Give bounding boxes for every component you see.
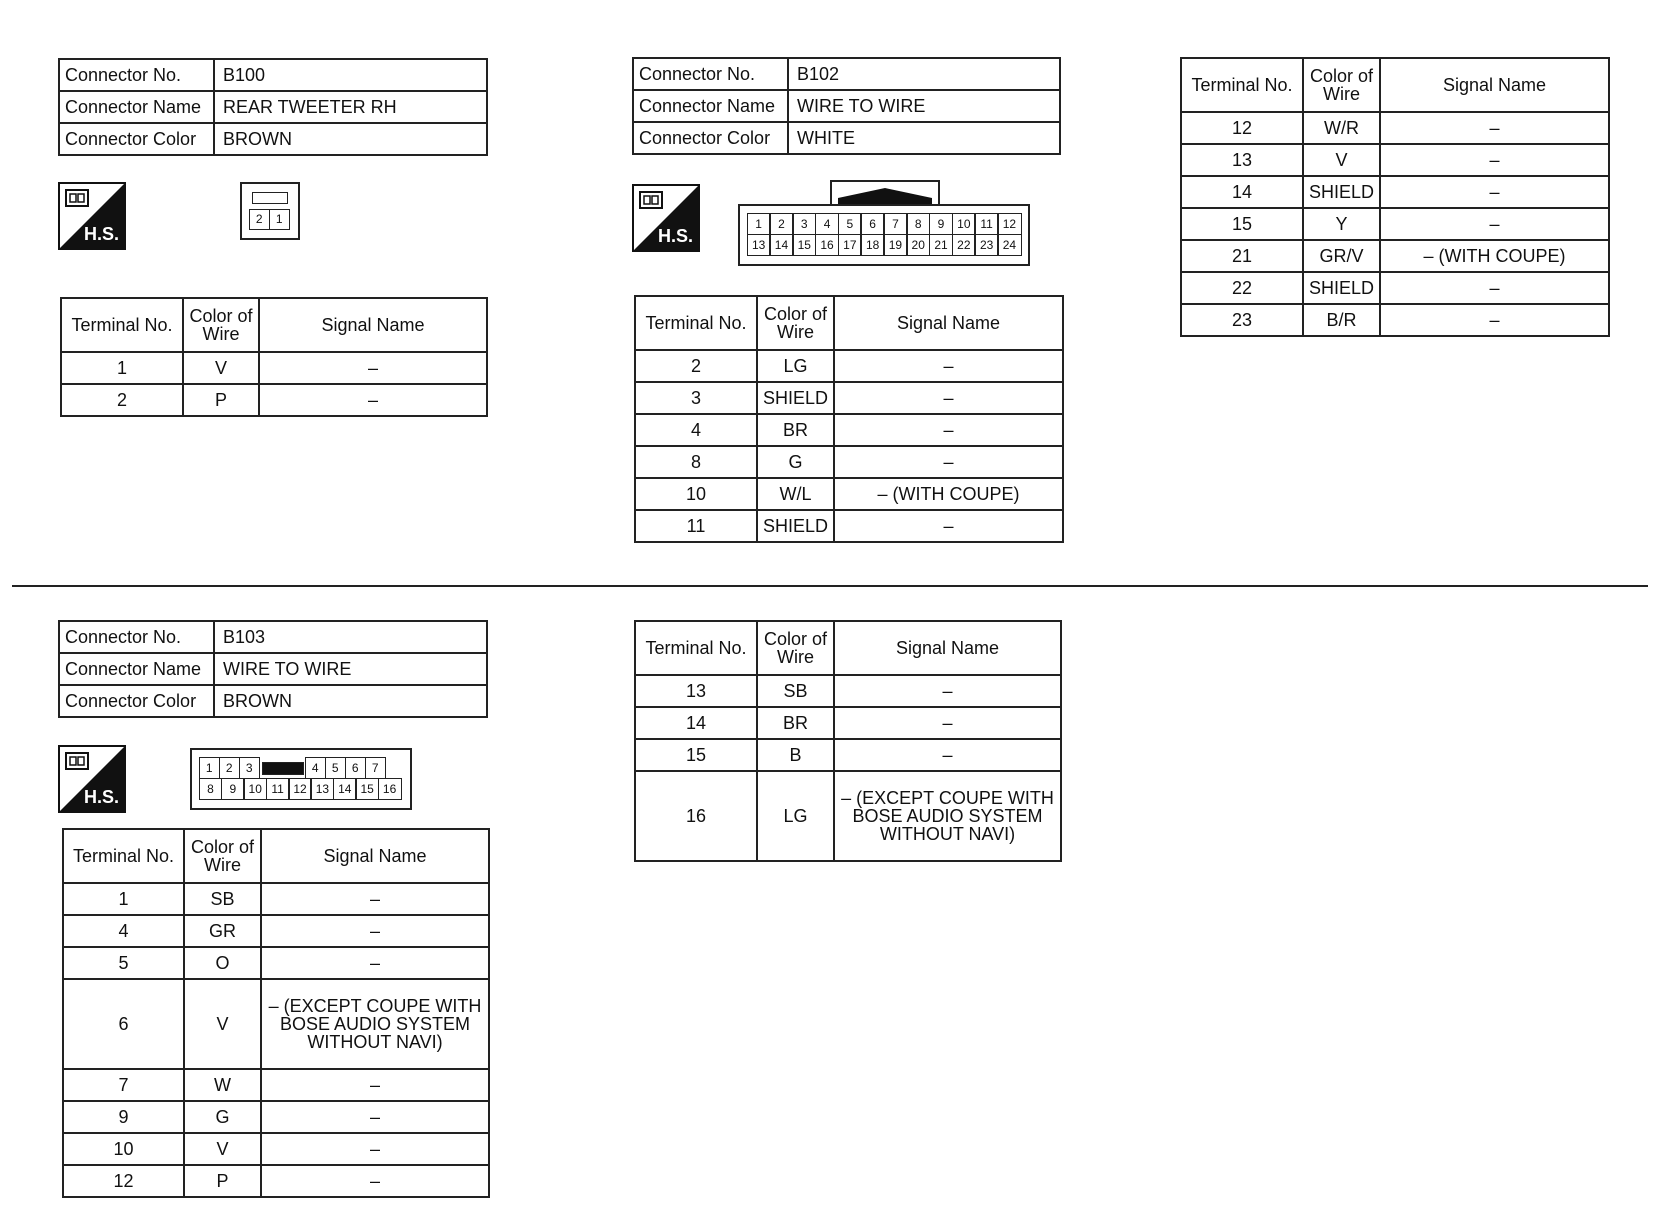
wire-color-cell: G [757,446,834,478]
terminal-cell: 9 [63,1101,184,1133]
terminal-cell: 7 [63,1069,184,1101]
hs-label: H.S. [657,226,693,246]
pin-label: 5 [325,757,347,780]
connector-no-label: Connector No. [633,58,788,90]
connector-name-value: REAR TWEETER RH [214,91,487,123]
signal-name-cell: – [1380,304,1609,336]
pin-label: 3 [792,213,816,236]
color-of-wire-header: Color of Wire [757,296,834,350]
pin-label: 15 [355,778,379,801]
connector-color-value: WHITE [788,122,1060,154]
signal-name-cell: – (EXCEPT COUPE WITH BOSE AUDIO SYSTEM WITHOUT NAVI) [261,979,489,1069]
signal-name-cell: – [834,446,1063,478]
terminal-cell: 10 [635,478,757,510]
terminal-cell: 3 [635,382,757,414]
pin-label: 24 [997,234,1021,257]
b103-terminal-table-continued [634,620,1062,862]
signal-name-cell: – [1380,176,1609,208]
connector-name-value: WIRE TO WIRE [214,653,487,685]
terminal-cell: 12 [63,1165,184,1197]
wire-color-cell: LG [757,350,834,382]
pin-label: 1 [199,757,221,780]
terminal-cell: 21 [1181,240,1303,272]
terminal-cell: 4 [63,915,184,947]
pin-label: 23 [974,234,998,257]
hs-label: H.S. [83,787,119,807]
wire-color-cell: SB [184,883,261,915]
connector-no-value: B102 [788,58,1060,90]
terminal-cell: 13 [1181,144,1303,176]
signal-name-cell: – [261,947,489,979]
b100-connector-info-table [58,58,488,156]
signal-name-cell: – [834,675,1061,707]
terminal-cell: 22 [1181,272,1303,304]
b103-connector-face-diagram [190,748,412,810]
pin-label: 16 [815,234,839,257]
wire-color-cell: SHIELD [757,382,834,414]
connector-no-value: B103 [214,621,487,653]
wire-color-cell: SHIELD [1303,272,1380,304]
wire-color-cell: W/L [757,478,834,510]
connector-color-label: Connector Color [59,123,214,155]
pin-label: 19 [883,234,907,257]
terminal-cell: 15 [635,739,757,771]
b103-connector-info-table [58,620,488,718]
connector-no-label: Connector No. [59,59,214,91]
pin-label: 11 [266,778,290,801]
terminal-cell: 8 [635,446,757,478]
wire-color-cell: G [184,1101,261,1133]
pin-label: 12 [288,778,312,801]
terminal-no-header: Terminal No. [1181,58,1303,112]
terminal-cell: 16 [635,771,757,861]
b100-connector-face-diagram [240,182,300,240]
pin-label: 1 [747,213,771,236]
pin-label: 8 [199,778,223,801]
pin-label: 14 [769,234,793,257]
signal-name-cell: – [261,1101,489,1133]
pin-label: 4 [305,757,327,780]
signal-name-cell: – (WITH COUPE) [1380,240,1609,272]
connector-no-value: B100 [214,59,487,91]
wire-color-cell: P [183,384,259,416]
pin-label: 21 [929,234,953,257]
b102-terminal-table [634,295,1064,543]
signal-name-cell: – [834,350,1063,382]
pin-label: 4 [815,213,839,236]
wire-color-cell: V [1303,144,1380,176]
pin-label: 16 [378,778,402,801]
wire-color-cell: GR [184,915,261,947]
terminal-cell: 2 [635,350,757,382]
wire-color-cell: O [184,947,261,979]
terminal-no-header: Terminal No. [635,296,757,350]
signal-name-header: Signal Name [834,296,1063,350]
signal-name-cell: – [261,883,489,915]
signal-name-cell: – [261,1165,489,1197]
wire-color-cell: SHIELD [757,510,834,542]
connector-name-label: Connector Name [633,90,788,122]
terminal-cell: 13 [635,675,757,707]
signal-name-cell: – [834,414,1063,446]
terminal-cell: 4 [635,414,757,446]
b100-terminal-table [60,297,488,417]
signal-name-header: Signal Name [259,298,487,352]
terminal-cell: 1 [63,883,184,915]
signal-name-header: Signal Name [1380,58,1609,112]
signal-name-cell: – (EXCEPT COUPE WITH BOSE AUDIO SYSTEM WITHOUT NAVI) [834,771,1061,861]
wire-color-cell: SHIELD [1303,176,1380,208]
connector-color-label: Connector Color [633,122,788,154]
pin-label: 5 [838,213,862,236]
pin-label: 6 [860,213,884,236]
hs-label: H.S. [83,224,119,244]
wire-color-cell: BR [757,414,834,446]
connector-color-value: BROWN [214,685,487,717]
terminal-cell: 14 [1181,176,1303,208]
wire-color-cell: V [184,1133,261,1165]
pin-label: 14 [333,778,357,801]
pin-label: 20 [906,234,930,257]
terminal-cell: 6 [63,979,184,1069]
pin-label: 7 [883,213,907,236]
signal-name-cell: – [1380,112,1609,144]
pin-label: 1 [269,209,291,231]
signal-name-cell: – [834,739,1061,771]
hs-connector-view-icon [58,745,126,813]
connector-name-label: Connector Name [59,653,214,685]
color-of-wire-header: Color of Wire [757,621,834,675]
pin-label: 11 [974,213,998,236]
pin-label: 17 [838,234,862,257]
terminal-no-header: Terminal No. [635,621,757,675]
terminal-cell: 1 [61,352,183,384]
signal-name-cell: – [261,915,489,947]
signal-name-cell: – [1380,208,1609,240]
signal-name-cell: – (WITH COUPE) [834,478,1063,510]
wire-color-cell: BR [757,707,834,739]
hs-connector-view-icon [632,184,700,252]
connector-latch [252,192,288,204]
signal-name-cell: – [834,510,1063,542]
pin-label: 12 [997,213,1021,236]
b102-connector-info-table [632,57,1061,155]
connector-name-label: Connector Name [59,91,214,123]
color-of-wire-header: Color of Wire [184,829,261,883]
wire-color-cell: SB [757,675,834,707]
color-of-wire-header: Color of Wire [183,298,259,352]
wire-color-cell: B [757,739,834,771]
b102-connector-face-diagram [738,204,1030,266]
b103-terminal-table [62,828,490,1198]
hs-connector-view-icon [58,182,126,250]
pin-label: 18 [860,234,884,257]
pin-label: 10 [243,778,267,801]
terminal-cell: 11 [635,510,757,542]
terminal-cell: 10 [63,1133,184,1165]
wire-color-cell: V [184,979,261,1069]
terminal-cell: 15 [1181,208,1303,240]
wire-color-cell: P [184,1165,261,1197]
signal-name-cell: – [259,352,487,384]
signal-name-header: Signal Name [261,829,489,883]
connector-color-label: Connector Color [59,685,214,717]
terminal-cell: 2 [61,384,183,416]
terminal-cell: 14 [635,707,757,739]
wire-color-cell: Y [1303,208,1380,240]
pin-label: 10 [952,213,976,236]
color-of-wire-header: Color of Wire [1303,58,1380,112]
pin-label: 22 [952,234,976,257]
connector-no-label: Connector No. [59,621,214,653]
pin-label: 13 [310,778,334,801]
terminal-cell: 23 [1181,304,1303,336]
section-divider [12,585,1648,587]
signal-name-cell: – [261,1133,489,1165]
pin-label: 2 [219,757,241,780]
pin-label: 8 [906,213,930,236]
signal-name-cell: – [834,707,1061,739]
terminal-no-header: Terminal No. [61,298,183,352]
signal-name-cell: – [834,382,1063,414]
wire-color-cell: LG [757,771,834,861]
connector-name-value: WIRE TO WIRE [788,90,1060,122]
terminal-cell: 12 [1181,112,1303,144]
pin-label: 9 [929,213,953,236]
signal-name-cell: – [1380,144,1609,176]
signal-name-header: Signal Name [834,621,1061,675]
pin-label: 9 [221,778,245,801]
wire-color-cell: GR/V [1303,240,1380,272]
terminal-no-header: Terminal No. [63,829,184,883]
connector-color-value: BROWN [214,123,487,155]
b102-terminal-table-continued [1180,57,1610,337]
connector-key [262,762,304,775]
pin-label: 13 [747,234,771,257]
pin-label: 2 [769,213,793,236]
wire-color-cell: V [183,352,259,384]
wire-color-cell: W [184,1069,261,1101]
pin-label: 7 [365,757,387,780]
signal-name-cell: – [1380,272,1609,304]
signal-name-cell: – [259,384,487,416]
pin-label: 15 [792,234,816,257]
signal-name-cell: – [261,1069,489,1101]
pin-label: 3 [239,757,261,780]
pin-label: 6 [345,757,367,780]
wire-color-cell: B/R [1303,304,1380,336]
terminal-cell: 5 [63,947,184,979]
pin-label: 2 [249,209,271,231]
wire-color-cell: W/R [1303,112,1380,144]
